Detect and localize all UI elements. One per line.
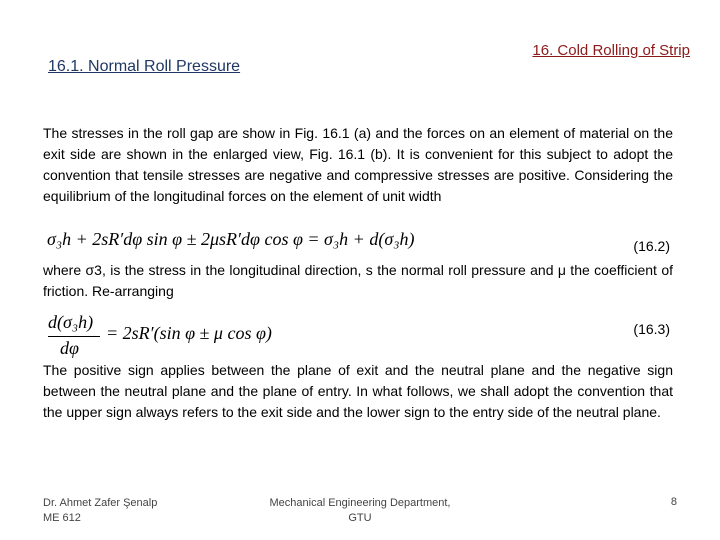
- equation-number-16-2: (16.2): [633, 238, 670, 254]
- footer-department: [260, 496, 460, 526]
- section-title: 16.1. Normal Roll Pressure: [48, 58, 241, 75]
- equation-16-3-denominator: dφ: [60, 338, 79, 358]
- footer-author: [43, 496, 157, 526]
- fraction-bar: [48, 336, 100, 337]
- equation-16-2: σ₃h + 2sR′dφ sin φ ± 2μsR′dφ cos φ = σ₃h + d(σ₃h): [47, 229, 415, 249]
- equation-number-16-3: (16.3): [633, 321, 670, 337]
- paragraph-intro: The stresses in the roll gap are show in Fig. 16.1 (a) and the forces on an element of material on the exit side are shown in the enlarged view, Fig. 16.1 (b). It is convenient for this subject to adopt the convention that tensile stresses are negative and compressive stresses are positive. Considering the equilibrium of the longitudinal forces on the element of unit width: [43, 125, 673, 204]
- author-name: Dr. Ahmet Zafer Şenalp: [43, 497, 158, 509]
- paragraph-sign-convention: The positive sign applies between the plane of exit and the neutral plane and the negative sign between the neutral plane and the plane of entry. In what follows, we shall adopt the convention that the upper sign always refers to the exit side and the lower sign to the entry side of the neutral plane.: [43, 362, 673, 420]
- page-number: 8: [670, 496, 677, 508]
- paragraph-definitions: where σ3, is the stress in the longitudinal direction, s the normal roll pressure and μ the coefficient of friction. Re-arranging: [43, 262, 673, 299]
- equation-16-3-numerator: d(σ₃h): [48, 312, 94, 332]
- department-line-1: Mechanical Engineering Department,: [269, 497, 451, 509]
- equation-16-3-rhs: = 2sR′(sin φ ± μ cos φ): [106, 323, 272, 343]
- course-code: ME 612: [43, 512, 81, 524]
- chapter-title: 16. Cold Rolling of Strip: [532, 42, 690, 59]
- department-line-2: GTU: [348, 512, 372, 524]
